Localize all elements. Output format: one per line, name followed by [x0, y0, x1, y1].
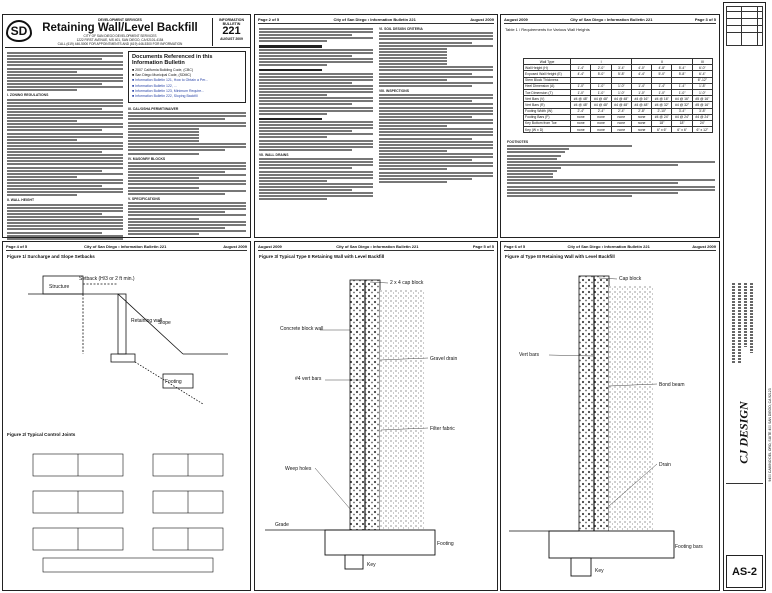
documents-box — [128, 51, 246, 103]
table-cell: #4 @ 32" — [652, 102, 672, 108]
figure-1-drawing — [23, 264, 233, 424]
page-6-header — [504, 244, 716, 251]
figure-3-title: Figure 3/ Typical Type II Retaining Wall with Level Backfill — [259, 254, 385, 259]
doc-link-4[interactable]: ■ Information Bulletin 122, ... — [132, 83, 177, 88]
p3-footnotes — [507, 140, 715, 235]
fig4-label-bond: Bond beam — [659, 382, 685, 388]
doc-link-5[interactable]: ■ Information Bulletin 123, Minimum Require... — [132, 88, 205, 93]
table-cell: 1'-0" — [631, 89, 651, 95]
table-cell: 4'-4" — [631, 71, 651, 77]
doc-link-6[interactable]: ■ Information Bulletin 222, Sloping Backfill — [132, 94, 198, 99]
table-cell: 1'-8" — [692, 83, 712, 89]
table-cell: 6" x 6" — [652, 127, 672, 133]
fig1-label-setback: Setback (H/3 or 2 ft min.) — [79, 276, 135, 282]
table-cell: none — [591, 114, 611, 120]
table-cell: 3'-4" — [611, 65, 631, 71]
table-cell: #4 @ 48" — [611, 96, 631, 102]
p5-running-title: City of San Diego • Information Bulletin 221 — [336, 244, 419, 249]
section-zoning: I. ZONING REGULATIONS — [7, 93, 49, 98]
page-5-header — [258, 244, 494, 251]
table-cell: 1'-4" — [652, 83, 672, 89]
table-cell: 5'-0" — [591, 71, 611, 77]
figure-4-title: Figure 4/ Type III Retaining Wall with Level Backfill — [505, 254, 615, 259]
table-cell: #4 @ 48" — [591, 102, 611, 108]
p2-col-right — [379, 27, 493, 235]
p6-date: August 2009 — [692, 244, 716, 249]
bulletin-number-box — [212, 18, 250, 46]
figure-4-drawing — [509, 266, 714, 586]
table-cell: 5'-4" — [672, 65, 692, 71]
table-cell: 1'-4" — [571, 65, 591, 71]
fig3-label-block: Concrete block wall — [280, 326, 324, 332]
fig3-label-grade: Grade — [275, 522, 289, 528]
table-cell: 2'-8" — [631, 108, 651, 114]
table-cell: 18" — [672, 120, 692, 126]
bulletin-page-3 — [500, 14, 720, 238]
bulletin-page-6 — [500, 241, 720, 591]
section-wall-drains: VII. WALL DRAINS — [259, 152, 289, 157]
p6-page-number: Page 6 of 5 — [504, 244, 526, 249]
table-cell: 1'-0" — [571, 89, 591, 95]
page-2-header — [258, 17, 494, 24]
fig1-label-structure: Structure — [49, 284, 70, 290]
table-cell: 4'-8" — [652, 65, 672, 71]
bulletin-number: 221 — [222, 25, 241, 37]
table-cell: 1'-4" — [631, 83, 651, 89]
title-block — [723, 2, 772, 591]
section-calosha: III. CAL/OSHA PERMIT/WAIVER — [128, 107, 179, 111]
dept-line-4: CALL (619) 446-5000 FOR APPOINTMENTS AND (619) 446-5300 FOR INFORMATION — [57, 42, 183, 46]
table-cell: none — [611, 114, 631, 120]
table-cell: #4 @ 48" — [591, 96, 611, 102]
table-cell: 1'-0" — [571, 83, 591, 89]
bulletin-page-2 — [254, 14, 498, 238]
section-wall-height: II. WALL HEIGHT — [7, 198, 35, 203]
table-cell: 1'-0" — [611, 89, 631, 95]
requirements-table — [523, 58, 713, 133]
p4-date: August 2009 — [223, 244, 247, 249]
fig3-label-cap: 2 x 4 cap block — [390, 280, 424, 286]
table-cell: #4 @ 16" — [672, 96, 692, 102]
section-soil-design: VI. SOIL DESIGN CRITERIA — [379, 27, 423, 31]
fig3-label-footing: Footing — [437, 541, 454, 547]
fig1-label-footing: Footing — [165, 379, 182, 385]
figure-3-drawing — [265, 270, 490, 580]
table-cell: #4 @ 48" — [571, 96, 591, 102]
table-cell: #4 @ 48" — [571, 102, 591, 108]
table-cell: #4 @ 16" — [652, 96, 672, 102]
info-label: INFORMATION BULLETIN — [218, 18, 245, 26]
row-label-cell: Stem Block Thickness — [524, 77, 571, 83]
p1-col-right — [128, 107, 246, 236]
revision-grid — [726, 6, 763, 46]
row-label-cell: Exposed Wall Height (E) — [524, 71, 571, 77]
table-cell: 3'-8" — [692, 108, 712, 114]
page-4-header — [6, 244, 247, 251]
fig4-label-cap: Cap block — [619, 276, 642, 282]
fig1-label-wall: Retaining wall — [131, 318, 163, 324]
table-cell: 6'-0" — [692, 65, 712, 71]
table-body — [524, 65, 713, 133]
p3-page-number: Page 3 of 5 — [694, 17, 716, 22]
table-cell: #4 @ 32" — [672, 102, 692, 108]
fig3-label-weep: Weep holes — [285, 466, 312, 472]
table-cell: 6'-4" — [692, 71, 712, 77]
notes-area — [726, 283, 763, 363]
figure-2-title: Figure 2/ Typical Control Joints — [7, 432, 76, 437]
table-cell: none — [631, 114, 651, 120]
dept-line-3: 1222 FIRST AVENUE, MS 401, SAN DIEGO, CA 92101-4154 — [76, 38, 164, 42]
section-inspections: VIII. INSPECTIONS — [379, 88, 409, 93]
dept-line-2: CITY OF SAN DIEGO DEVELOPMENT SERVICES — [83, 34, 157, 38]
footnotes-title: FOOTNOTES — [507, 140, 529, 144]
fig4-label-drain: Drain — [659, 462, 671, 468]
fig3-label-fabric: Filter fabric — [430, 426, 455, 432]
table-cell: 1'-0" — [672, 89, 692, 95]
table-cell: 1'-0" — [692, 89, 712, 95]
table-cell: 4'-0" — [631, 65, 651, 71]
table-cell: #5 @ 16" — [692, 96, 712, 102]
sheet-number-box — [726, 555, 763, 588]
table-cell: #4 @ 24" — [692, 114, 712, 120]
section-specifications: V. SPECIFICATIONS — [128, 196, 161, 201]
fig3-label-vert: #4 vert bars — [295, 376, 322, 382]
p3-running-title: City of San Diego • Information Bulletin 221 — [570, 17, 653, 22]
fig3-label-gravel: Gravel drain — [430, 356, 458, 362]
p2-page-number: Page 2 of 5 — [258, 17, 280, 22]
p4-page-number: Page 4 of 5 — [6, 244, 28, 249]
sd-logo — [6, 20, 32, 42]
table-cell: 1'-0" — [611, 83, 631, 89]
table-cell: #5 @ 16" — [692, 102, 712, 108]
table-cell: #4 @ 24" — [672, 114, 692, 120]
bulletin-header — [5, 17, 250, 48]
row-label-cell: Toe Dimension (T) — [524, 89, 571, 95]
table-cell: 5'-0" — [652, 71, 672, 77]
fig4-label-key: Key — [595, 568, 604, 574]
documents-title: Documents Referenced in this Information Bulletin — [132, 54, 213, 66]
p2-running-title: City of San Diego • Information Bulletin 221 — [333, 17, 416, 22]
table-cell: 6" x 6" — [672, 127, 692, 133]
doc-link-3[interactable]: ■ Information Bulletin 121, How to Obtain a Per... — [132, 78, 209, 83]
table-cell: 1'-0" — [591, 89, 611, 95]
table-cell: none — [591, 127, 611, 133]
bulletin-page-1 — [2, 14, 251, 238]
logo-text: SD — [10, 24, 28, 38]
bulletin-page-5 — [254, 241, 498, 591]
p5-page-number: Page 5 of 5 — [472, 244, 494, 249]
p4-running-title: City of San Diego • Information Bulletin 221 — [84, 244, 167, 249]
table-cell: 2'-4" — [611, 108, 631, 114]
table-cell: 18" — [652, 120, 672, 126]
table-row — [524, 127, 713, 133]
sheet-number: AS-2 — [731, 566, 758, 578]
fig1-label-slope: Slope — [158, 320, 171, 326]
table-cell: 6"-12" — [692, 77, 712, 83]
table-header-cell: II — [631, 59, 692, 65]
block-outline — [43, 558, 213, 572]
table-cell: none — [571, 120, 591, 126]
figure-2-drawing — [23, 446, 233, 581]
firm-address: 9400 CAMINO DEL ORO, SUITE 400 SAN DIEGO, CA 92123 — [768, 388, 772, 482]
p3-date: August 2009 — [504, 17, 528, 22]
table-cell: 2'-4" — [571, 108, 591, 114]
table-cell: none — [571, 114, 591, 120]
table-cell: 4'-4" — [571, 71, 591, 77]
table-header-cell: III — [692, 59, 712, 65]
row-label-cell: Footing Bars (F) — [524, 114, 571, 120]
row-label-cell: Key Bottom from Toe — [524, 120, 571, 126]
doc-link-2[interactable]: ■ San Diego Municipal Code, (SDMC) — [132, 73, 192, 78]
bulletin-date: AUGUST 2009 — [220, 37, 243, 41]
row-label-cell: Footing Width (W) — [524, 108, 571, 114]
table-cell: #4 @ 48" — [631, 102, 651, 108]
table-cell: none — [611, 120, 631, 126]
row-label-cell: Key (W x D) — [524, 127, 571, 133]
table-cell: none — [591, 120, 611, 126]
table-header-cell: I — [571, 59, 632, 65]
table-cell: #4 @ 48" — [611, 102, 631, 108]
page-3-header — [504, 17, 716, 24]
fig4-label-vert: Vert bars — [519, 352, 540, 358]
table-cell: 2'-10" — [652, 108, 672, 114]
table-cell: none — [631, 127, 651, 133]
table-cell: 5'-8" — [611, 71, 631, 77]
table-cell: 1'-0" — [591, 83, 611, 89]
p6-running-title: City of San Diego • Information Bulletin 221 — [567, 244, 650, 249]
doc-link-1[interactable]: ■ 2007 California Building Code, (CBC) — [132, 68, 194, 72]
table-cell: 2'-0" — [591, 65, 611, 71]
bulletin-title: Retaining Wall/Level Backfill — [42, 22, 198, 34]
table-cell: #4 @ 24" — [652, 114, 672, 120]
table-cell: 1'-0" — [652, 89, 672, 95]
table-cell: 3'-4" — [672, 108, 692, 114]
bulletin-page-4 — [2, 241, 251, 591]
table-header-cell: Wall Type — [524, 59, 571, 65]
table-cell: 2'-4" — [591, 108, 611, 114]
dept-line-1: DEVELOPMENT SERVICES — [98, 18, 142, 22]
row-label-cell: Vert Bars (R) — [524, 102, 571, 108]
p5-date: August 2009 — [258, 244, 282, 249]
table-cell: none — [571, 127, 591, 133]
p2-date: August 2009 — [470, 17, 494, 22]
table1-title: Table 1 / Requirements for Various Wall Heights — [505, 27, 590, 32]
table-cell: 24" — [692, 120, 712, 126]
firm-name: CJ DESIGN — [736, 401, 751, 464]
figure-1-title: Figure 1/ Surcharge and Slope Setbacks — [7, 254, 95, 259]
row-label-cell: Heel Dimension (A) — [524, 83, 571, 89]
table-cell: 5'-8" — [672, 71, 692, 77]
table-cell: none — [611, 127, 631, 133]
table-cell: #4 @ 16" — [631, 96, 651, 102]
row-label-cell: Vert Bars (V) — [524, 96, 571, 102]
p2-col-left — [259, 27, 373, 235]
fig3-label-key: Key — [367, 562, 376, 568]
section-masonry: IV. MASONRY BLOCKS — [128, 156, 166, 161]
table-cell: 6" x 12" — [692, 127, 712, 133]
table-cell: 1'-4" — [672, 83, 692, 89]
table-cell: none — [631, 120, 651, 126]
p1-col-left — [7, 51, 123, 236]
row-label-cell: Wall Height (H) — [524, 65, 571, 71]
fig4-label-footbars: Footing bars — [675, 544, 703, 550]
